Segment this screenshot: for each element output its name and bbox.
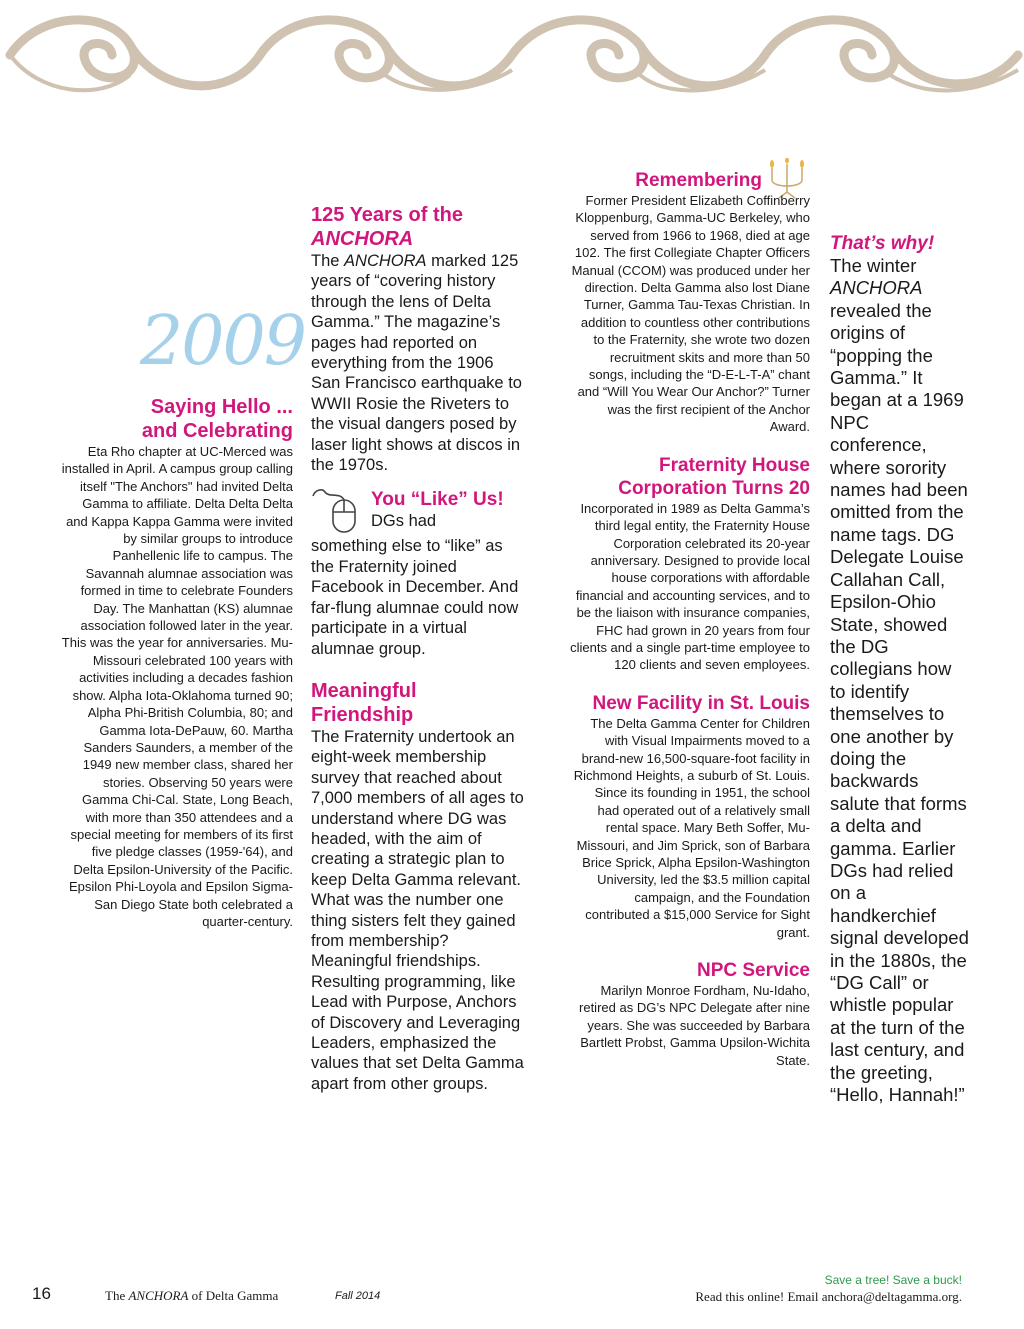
facility-body: The Delta Gamma Center for Children with Visual Impairments moved to a brand-new 16,500-square-foot facility in Richmond Heights, a suburb of St. Louis. Since its founding in 1951, the school had operated out of a relatively small rental space. Mary Beth Soffer, Mu-Missouri, and Jim Sprick, son of Barbara Brice Sprick, Alpha Epsilon-Washington University, led the $3.5 million capital campaign, and the Foundation contributed a $15,000 Service for Sight grant. xyxy=(573,715,810,940)
like-body: something else to “like” as the Fraternity joined Facebook in December. And far-flung alumnae could now participate in a virtual alumnae group. xyxy=(311,537,519,658)
friendship-body: The Fraternity undertook an eight-week membership survey that reached about 7,000 members of all ages to understand where DG was headed, with the aim of creating a strategic plan to keep Delta Gamma relevant. What was the number one thing sisters felt they gained from membership? Meaningful friendships. Resulting programming, like Lead with Purpose, Anchors of Discovery and Leveraging Leaders, emphasized the values that set Delta Gamma apart from other groups. xyxy=(311,727,524,1093)
thats-why-body: The winter ANCHORA revealed the origins of “popping the Gamma.” It began at a 1969 NPC conference, where sorority names had been omitted from the name tags. DG Delegate Louise Callahan Call, Epsilon-Ohio State, showed the DG collegians how to identify themselves to one another by doing the backwards salute that forms a delta and gamma. Earlier DGs had relied on a handkerchief signal developed in the 1880s, the “DG Call” or whistle popular at the turn of the last century, and the greeting, “Hello, Hannah!” xyxy=(830,255,969,1106)
facility-heading: New Facility in St. Louis xyxy=(592,692,810,714)
read-online-email: Read this online! Email anchora@deltagamma.org. xyxy=(695,1289,962,1304)
saying-hello-body: Eta Rho chapter at UC-Merced was installed in April. A campus group calling itself "The Anchors" had invited Delta Gamma to affiliate. Delta Delta Delta and Kappa Kappa Gamma were invited by similar groups to introduce Panhellenic life to campus. The Savannah alumnae association was formed in time to celebrate Founders Day. The Manhattan (KS) alumnae association followed later in the year. This was the year for anniversaries. Mu-Missouri celebrated 100 years with activities including a decades fashion show. Alpha Iota-Oklahoma turned 90; Alpha Phi-British Columbia, 80; and Gamma Iota-DePauw, 60. Martha Sanders Saunders, a member of the 1949 new member class, shared her stories. Observing 50 years were Gamma Chi-Cal. State, Long Beach, with more than 350 attendees and a special meeting for members of its first five pledge classes (1959-'64), and Delta Epsilon-University of the Pacific. Epsilon Phi-Loyola and Epsilon Sigma-San Diego State both celebrated a quarter-century. xyxy=(61,444,293,929)
remembering-heading: Remembering xyxy=(635,170,762,191)
anchora-body: The ANCHORA marked 125 years of “covering history through the lens of Delta Gamma.” The magazine’s pages had reported on everything from the 1906 San Francisco earthquake to WWII Rosie the Riveters to the visual dangers posed by laser light shows at discos in the 1970s. xyxy=(311,252,522,475)
saying-hello-heading: Saying Hello ... and Celebrating xyxy=(141,396,293,442)
section-meaningful-friendship xyxy=(311,679,524,1094)
remembering-body: Former President Elizabeth Coffinberry Kloppenburg, Gamma-UC Berkeley, who served from 1966 to 1968, died at age 102. The first Collegiate Chapter Officers Manual (CCOM) was produced under her direction. Delta Gamma also lost Diane Turner, Gamma Tau-Texas Christian. In addition to countless other contributions to the Fraternity, she wrote two dozen recruitment skits and more than 50 songs, including the “D-E-L-T-A” chant and “Will You Wear Our Anchor?” Turner was the first recipient of the Anchor Award. xyxy=(571,193,810,435)
column-remembering-fhc-facility-npc xyxy=(570,158,810,1069)
npc-heading: NPC Service xyxy=(696,960,810,982)
section-125-years xyxy=(311,203,524,475)
column-thats-why xyxy=(830,232,970,1106)
decorative-flourish-border xyxy=(0,0,1024,110)
anchora-heading: 125 Years of the ANCHORA xyxy=(311,204,463,250)
section-fhc xyxy=(570,454,810,674)
column-saying-hello xyxy=(60,395,293,930)
column-anchora-like-friendship xyxy=(311,203,524,1094)
section-you-like-us: You “Like” Us! DGs had something else to “like” as the Fraternity joined Facebook in December. And far-flung alumnae could now participate in a virtual alumnae group. xyxy=(311,488,524,658)
section-npc-service xyxy=(570,959,810,1069)
friendship-heading: Meaningful Friendship xyxy=(311,679,417,726)
page-number: 16 xyxy=(32,1284,51,1303)
fhc-body: Incorporated in 1989 as Delta Gamma’s third legal entity, the Fraternity House Corporation celebrated its 20-year anniversary. Designed to provide local house corporations with affordable financial and accounting services, and to be the liaison with insurance companies, FHC had grown in 20 years from four clients and a single part-time employee to 120 clients and seven employees. xyxy=(570,500,810,673)
like-heading: You “Like” Us! xyxy=(371,489,504,511)
thats-why-heading: That’s why! xyxy=(830,233,935,254)
computer-mouse-icon xyxy=(311,488,359,536)
fhc-heading: Fraternity House Corporation Turns 20 xyxy=(618,454,810,499)
section-new-facility xyxy=(570,692,810,941)
save-tree-tagline: Save a tree! Save a buck! xyxy=(824,1273,962,1287)
issue-date: Fall 2014 xyxy=(335,1290,381,1302)
section-remembering xyxy=(570,158,810,436)
magazine-title: The ANCHORA of Delta Gamma xyxy=(105,1288,279,1303)
year-heading: 2009 xyxy=(140,302,306,381)
npc-body: Marilyn Monroe Fordham, Nu-Idaho, retired as DG’s NPC Delegate after nine years. She was succeeded by Barbara Bartlett Probst, Gamma Upsilon-Wichita State. xyxy=(579,983,810,1068)
